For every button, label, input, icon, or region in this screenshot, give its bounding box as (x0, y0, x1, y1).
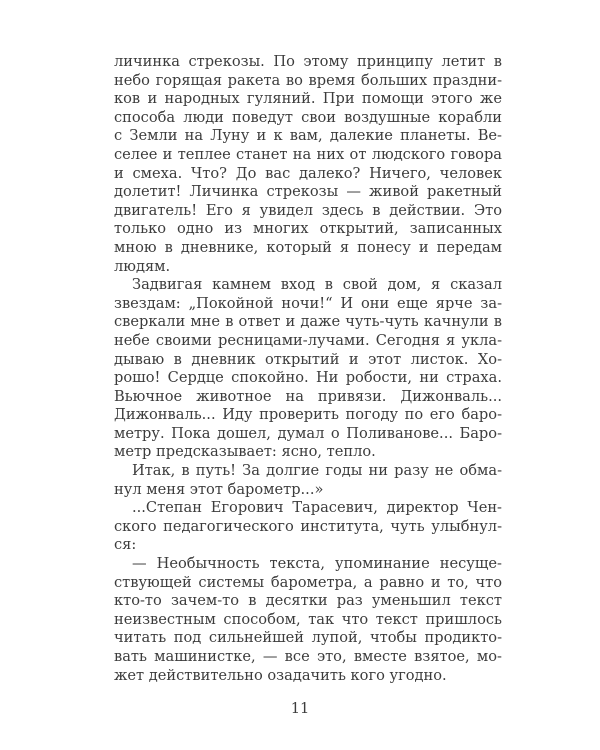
text-line: ского педагогического института, чуть улыбнул- (114, 517, 502, 535)
text-line: Вьючное животное на привязи. Дижонваль... (114, 387, 502, 405)
text-line: ...Степан Егорович Тарасевич, директор Чен- (132, 499, 502, 517)
text-line: только одно из многих открытий, записанных (114, 220, 502, 238)
text-line: небо горящая ракета во время больших праздни- (114, 71, 502, 89)
text-line: жет действительно озадачить кого угодно. (114, 666, 447, 684)
paragraph-2 (114, 276, 502, 462)
paragraph-4 (114, 499, 502, 555)
text-line: Задвигая камнем вход в свой дом, я сказал (132, 276, 502, 294)
text-line: Дижонваль... Иду проверить погоду по его баро- (114, 406, 502, 424)
page-number: 11 (290, 700, 310, 717)
text-line: долетит! Личинка стрекозы — живой ракетный (114, 183, 502, 201)
paragraph-1 (114, 53, 502, 276)
text-line: селее и теплее станет на них от людского говора (114, 145, 502, 163)
text-line: нул меня этот барометр...» (114, 480, 324, 498)
text-line: ствующей системы барометра, а равно и то, что (114, 573, 502, 591)
text-line: дываю в дневник открытий и этот листок. Хо- (114, 350, 502, 368)
text-line: небе своими ресницами-лучами. Сегодня я укла- (114, 331, 502, 349)
text-line: людям. (114, 257, 171, 275)
text-line: читать под сильнейшей лупой, чтобы продикто- (114, 629, 502, 647)
text-line: и смеха. Что? До вас далеко? Ничего, человек (114, 164, 502, 182)
paragraph-5 (114, 555, 502, 685)
text-line: личинка стрекозы. По этому принципу летит в (114, 53, 502, 70)
text-line: мною в дневнике, который я понесу и передам (114, 238, 502, 256)
text-line: ков и народных гуляний. При помощи этого же (114, 90, 502, 108)
text-line: ся: (114, 536, 137, 554)
text-line: способа люди поведут свои воздушные корабли (114, 108, 502, 126)
text-line: вать машинистке, — все это, вместе взятое, мо- (114, 648, 502, 665)
text-line: Итак, в путь! За долгие годы ни разу не обма- (132, 462, 502, 480)
text-line: — Необычность текста, упоминание несуще- (132, 555, 502, 573)
text-line: рошо! Сердце спокойно. Ни робости, ни страха. (114, 369, 502, 387)
text-line: с Земли на Луну и к вам, далекие планеты. Ве- (114, 127, 502, 145)
paragraph-3 (114, 462, 502, 499)
text-line: неизвестным способом, так что текст пришлось (114, 610, 502, 628)
text-line: двигатель! Его я увидел здесь в действии. Это (114, 201, 502, 219)
text-line: сверкали мне в ответ и даже чуть-чуть качнули в (114, 313, 502, 331)
text-line: кто-то зачем-то в десятки раз уменьшил текст (114, 592, 502, 610)
text-line: метр предсказывает: ясно, тепло. (114, 443, 376, 461)
text-line: метру. Пока дошел, думал о Поливанове... Баро- (114, 424, 502, 442)
text-line: звездам: „Покойной ночи!“ И они еще ярче за- (114, 294, 502, 312)
book-page-text (114, 53, 502, 685)
